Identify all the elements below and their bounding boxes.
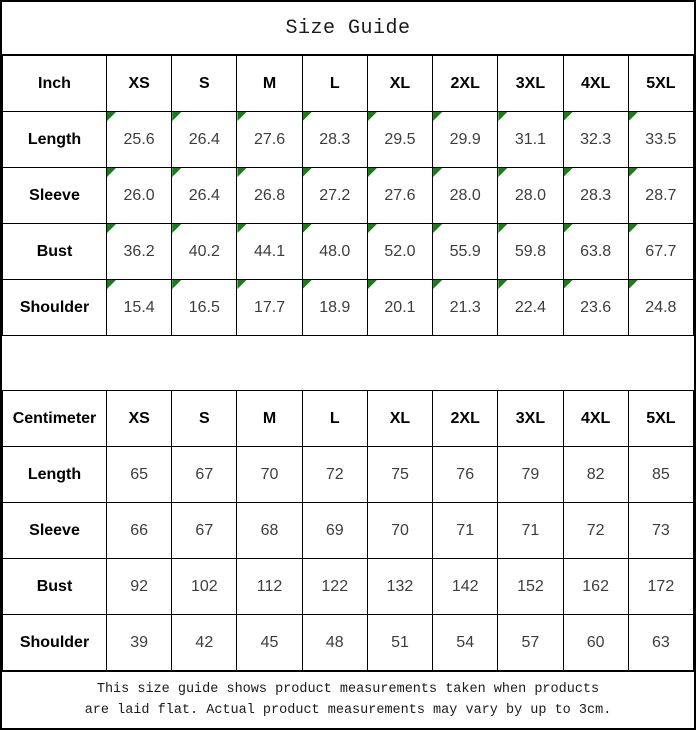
measurement-value-cell: 15.4 [107,280,172,336]
measurement-label-cell: Shoulder [3,615,107,671]
measurement-value-cell: 24.8 [628,280,693,336]
measurement-value-cell: 67 [172,503,237,559]
footer-note [2,671,694,728]
size-header-cell: 2XL [433,391,498,447]
measurement-value-cell: 79 [498,447,563,503]
measurement-value-cell: 70 [367,503,432,559]
cell-marker-triangle-icon [107,168,116,177]
cell-marker-triangle-icon [368,280,377,289]
measurement-value-cell: 29.5 [367,112,432,168]
measurement-value-cell: 112 [237,559,302,615]
measurement-row [3,615,694,671]
measurement-value-cell: 76 [433,447,498,503]
size-header-cell: S [172,391,237,447]
cell-marker-triangle-icon [237,224,246,233]
measurement-value-cell: 27.6 [367,168,432,224]
measurement-value-cell: 28.3 [563,168,628,224]
measurement-value-cell: 152 [498,559,563,615]
measurement-label-cell: Bust [3,224,107,280]
measurement-value-cell: 68 [237,503,302,559]
measurement-row [3,447,694,503]
measurement-value-cell: 27.2 [302,168,367,224]
size-header-cell: S [172,56,237,112]
measurement-row [3,559,694,615]
measurement-value-cell: 17.7 [237,280,302,336]
cell-marker-triangle-icon [433,224,442,233]
measurement-value-cell: 20.1 [367,280,432,336]
cell-marker-triangle-icon [172,224,181,233]
unit-label-cell: Centimeter [3,391,107,447]
cell-marker-triangle-icon [237,112,246,121]
measurement-value-cell: 66 [107,503,172,559]
cell-marker-triangle-icon [629,168,638,177]
size-header-cell: M [237,56,302,112]
measurement-value-cell: 71 [498,503,563,559]
size-header-cell: 3XL [498,391,563,447]
measurement-value-cell: 69 [302,503,367,559]
cell-marker-triangle-icon [564,168,573,177]
measurement-value-cell: 67 [172,447,237,503]
measurement-value-cell: 39 [107,615,172,671]
measurement-value-cell: 22.4 [498,280,563,336]
size-header-cell: 5XL [628,391,693,447]
measurement-label-cell: Bust [3,559,107,615]
measurement-value-cell: 26.4 [172,168,237,224]
measurement-value-cell: 67.7 [628,224,693,280]
measurement-value-cell: 16.5 [172,280,237,336]
cell-marker-triangle-icon [303,168,312,177]
measurement-value-cell: 51 [367,615,432,671]
size-header-cell: 3XL [498,56,563,112]
measurement-label-cell: Sleeve [3,168,107,224]
measurement-value-cell: 36.2 [107,224,172,280]
measurement-value-cell: 26.8 [237,168,302,224]
cell-marker-triangle-icon [368,168,377,177]
cell-marker-triangle-icon [498,112,507,121]
cell-marker-triangle-icon [172,280,181,289]
size-header-cell: XL [367,391,432,447]
measurement-value-cell: 142 [433,559,498,615]
measurement-value-cell: 21.3 [433,280,498,336]
measurement-value-cell: 23.6 [563,280,628,336]
size-header-cell: XS [107,391,172,447]
measurement-value-cell: 28.7 [628,168,693,224]
cell-marker-triangle-icon [433,168,442,177]
measurement-value-cell: 26.4 [172,112,237,168]
measurement-value-cell: 42 [172,615,237,671]
cell-marker-triangle-icon [107,112,116,121]
footer-note-line-1: This size guide shows product measurements taken when products [96,682,600,697]
measurement-value-cell: 55.9 [433,224,498,280]
size-header-cell: 4XL [563,391,628,447]
measurement-value-cell: 25.6 [107,112,172,168]
measurement-value-cell: 75 [367,447,432,503]
measurement-value-cell: 92 [107,559,172,615]
cell-marker-triangle-icon [498,224,507,233]
cell-marker-triangle-icon [303,224,312,233]
measurement-value-cell: 48 [302,615,367,671]
size-header-cell: M [237,391,302,447]
measurement-value-cell: 72 [302,447,367,503]
measurement-value-cell: 73 [628,503,693,559]
measurement-label-cell: Sleeve [3,503,107,559]
cell-marker-triangle-icon [303,280,312,289]
cell-marker-triangle-icon [172,168,181,177]
measurement-value-cell: 59.8 [498,224,563,280]
cell-marker-triangle-icon [433,112,442,121]
measurement-row [3,112,694,168]
measurement-value-cell: 63 [628,615,693,671]
cell-marker-triangle-icon [107,280,116,289]
measurement-value-cell: 45 [237,615,302,671]
footer-note-line-2: are laid flat. Actual product measurements may vary by up to 3cm. [84,703,612,718]
size-header-cell: XS [107,56,172,112]
size-header-row [3,391,694,447]
measurement-row [3,503,694,559]
measurement-value-cell: 122 [302,559,367,615]
size-header-cell: 2XL [433,56,498,112]
size-header-cell: XL [367,56,432,112]
cell-marker-triangle-icon [564,280,573,289]
measurement-value-cell: 71 [433,503,498,559]
measurement-row [3,280,694,336]
measurement-value-cell: 28.0 [433,168,498,224]
measurement-value-cell: 102 [172,559,237,615]
measurement-value-cell: 172 [628,559,693,615]
measurement-value-cell: 57 [498,615,563,671]
inch-size-table [2,55,694,336]
measurement-value-cell: 29.9 [433,112,498,168]
measurement-value-cell: 48.0 [302,224,367,280]
measurement-value-cell: 44.1 [237,224,302,280]
measurement-value-cell: 85 [628,447,693,503]
measurement-value-cell: 33.5 [628,112,693,168]
table-gap-row [2,336,694,390]
measurement-value-cell: 82 [563,447,628,503]
measurement-value-cell: 162 [563,559,628,615]
cell-marker-triangle-icon [433,280,442,289]
centimeter-size-table [2,390,694,671]
measurement-label-cell: Length [3,112,107,168]
measurement-value-cell: 132 [367,559,432,615]
size-header-cell: L [302,391,367,447]
measurement-row [3,168,694,224]
measurement-value-cell: 60 [563,615,628,671]
cell-marker-triangle-icon [564,224,573,233]
measurement-value-cell: 65 [107,447,172,503]
measurement-value-cell: 28.0 [498,168,563,224]
measurement-row [3,224,694,280]
unit-label-cell: Inch [3,56,107,112]
cell-marker-triangle-icon [303,112,312,121]
size-header-row [3,56,694,112]
size-header-cell: 4XL [563,56,628,112]
cell-marker-triangle-icon [368,112,377,121]
measurement-value-cell: 26.0 [107,168,172,224]
cell-marker-triangle-icon [237,280,246,289]
cell-marker-triangle-icon [172,112,181,121]
cell-marker-triangle-icon [498,168,507,177]
cell-marker-triangle-icon [498,280,507,289]
measurement-label-cell: Shoulder [3,280,107,336]
measurement-value-cell: 54 [433,615,498,671]
cell-marker-triangle-icon [629,112,638,121]
measurement-value-cell: 40.2 [172,224,237,280]
cell-marker-triangle-icon [629,280,638,289]
cell-marker-triangle-icon [368,224,377,233]
page-title: Size Guide [2,2,694,55]
measurement-value-cell: 18.9 [302,280,367,336]
measurement-label-cell: Length [3,447,107,503]
cell-marker-triangle-icon [107,224,116,233]
measurement-value-cell: 70 [237,447,302,503]
measurement-value-cell: 28.3 [302,112,367,168]
measurement-value-cell: 72 [563,503,628,559]
size-header-cell: L [302,56,367,112]
cell-marker-triangle-icon [629,224,638,233]
measurement-value-cell: 52.0 [367,224,432,280]
measurement-value-cell: 32.3 [563,112,628,168]
size-header-cell: 5XL [628,56,693,112]
measurement-value-cell: 31.1 [498,112,563,168]
measurement-value-cell: 27.6 [237,112,302,168]
cell-marker-triangle-icon [564,112,573,121]
measurement-value-cell: 63.8 [563,224,628,280]
cell-marker-triangle-icon [237,168,246,177]
